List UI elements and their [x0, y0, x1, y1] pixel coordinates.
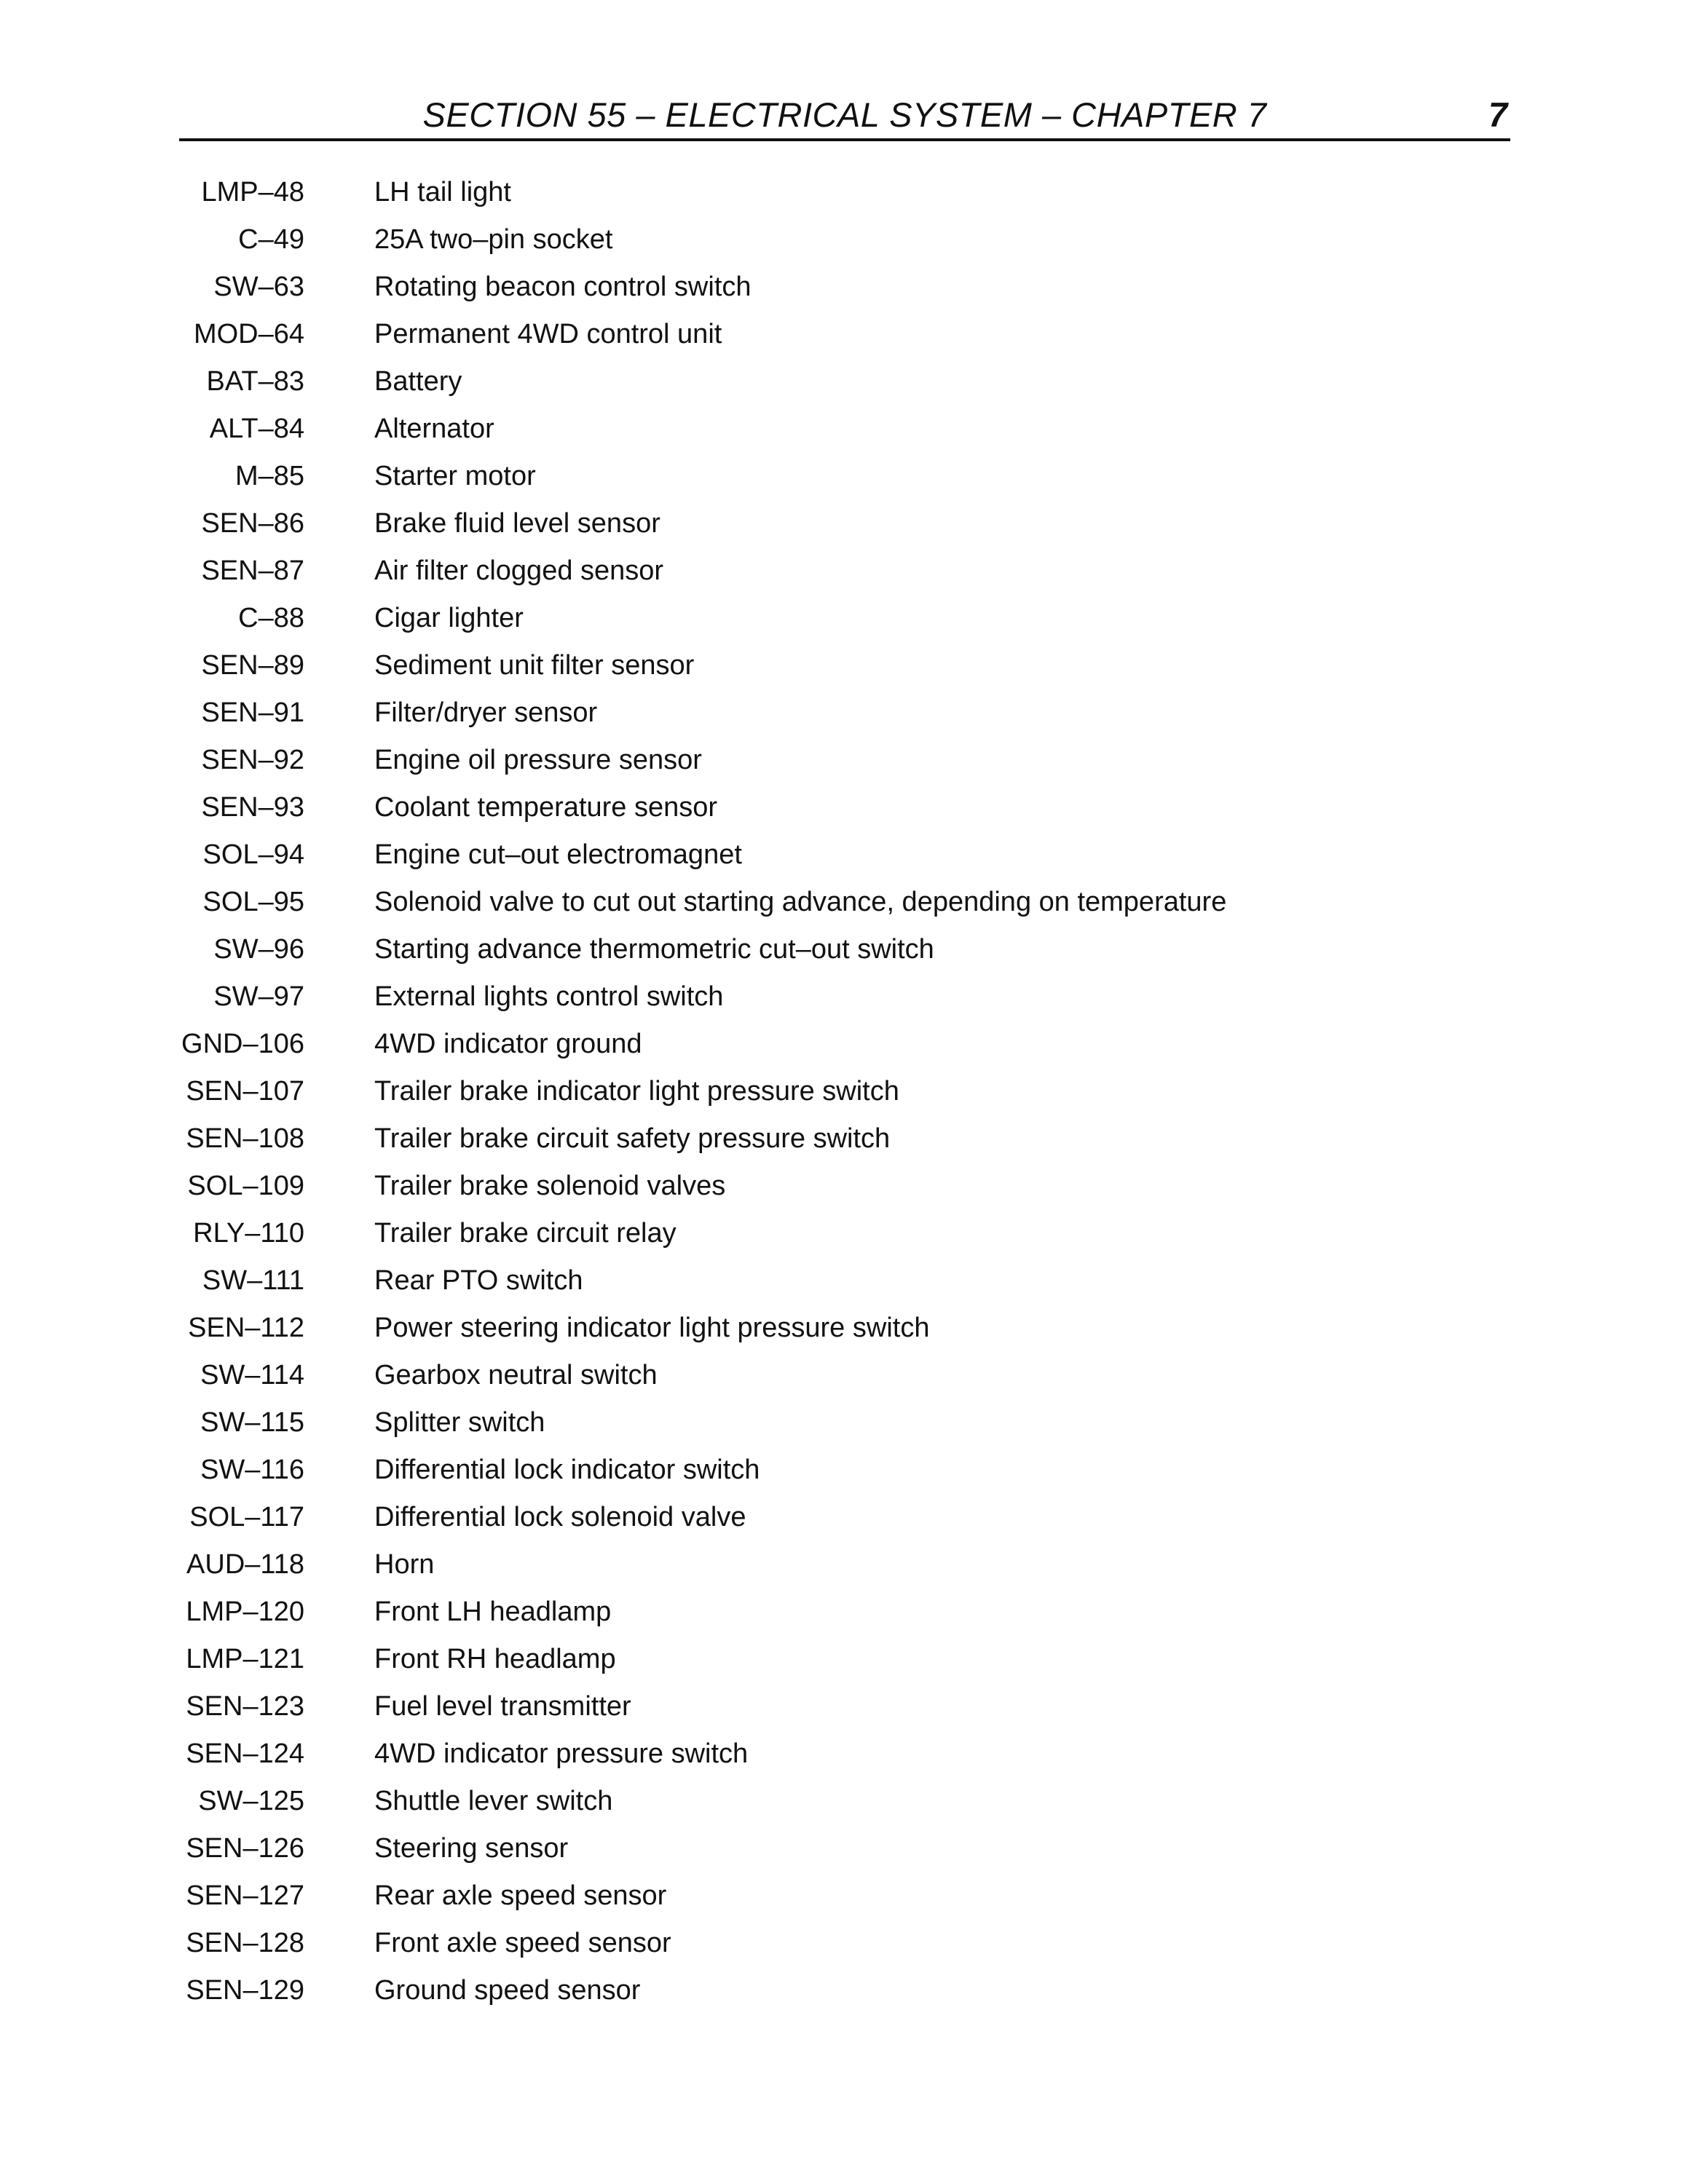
component-code: SW–115 [200, 1407, 304, 1438]
component-description: Power steering indicator light pressure switch [374, 1313, 930, 1343]
list-item [0, 879, 1688, 926]
list-item [0, 595, 1688, 642]
list-item [0, 1541, 1688, 1588]
component-code: SEN–129 [186, 1975, 304, 2006]
list-item [0, 500, 1688, 547]
component-code: SEN–128 [186, 1928, 304, 1958]
component-code: SEN–93 [201, 792, 304, 823]
component-code: SOL–109 [187, 1171, 304, 1201]
component-code: GND–106 [181, 1029, 304, 1059]
list-item [0, 547, 1688, 595]
component-description: Gearbox neutral switch [374, 1360, 658, 1390]
component-code: C–49 [238, 224, 304, 255]
list-item [0, 1352, 1688, 1399]
component-description: Sediment unit filter sensor [374, 650, 695, 681]
component-code: SOL–95 [202, 887, 304, 917]
list-item [0, 169, 1688, 216]
list-item [0, 1115, 1688, 1163]
list-item [0, 453, 1688, 500]
component-description: Engine oil pressure sensor [374, 745, 702, 775]
component-list [0, 169, 1688, 2014]
component-description: Ground speed sensor [374, 1975, 641, 2006]
component-description: Rotating beacon control switch [374, 272, 752, 302]
list-item [0, 1588, 1688, 1636]
component-description: 25A two–pin socket [374, 224, 613, 255]
section-title: SECTION 55 – ELECTRICAL SYSTEM – CHAPTER 7 [422, 95, 1267, 134]
component-description: Coolant temperature sensor [374, 792, 718, 823]
list-item [0, 1920, 1688, 1967]
component-description: Trailer brake circuit safety pressure switch [374, 1123, 891, 1154]
component-code: SEN–86 [201, 508, 304, 539]
component-code: SEN–127 [186, 1880, 304, 1911]
list-item [0, 405, 1688, 453]
component-description: Trailer brake solenoid valves [374, 1171, 726, 1201]
page-number: 7 [1488, 95, 1507, 134]
component-code: LMP–120 [186, 1597, 304, 1627]
component-code: LMP–121 [186, 1644, 304, 1674]
component-code: SW–97 [213, 981, 304, 1012]
component-description: Splitter switch [374, 1407, 545, 1438]
list-item [0, 1021, 1688, 1068]
list-item [0, 1683, 1688, 1730]
list-item [0, 1778, 1688, 1825]
list-item [0, 216, 1688, 264]
component-code: SEN–126 [186, 1833, 304, 1864]
list-item [0, 1163, 1688, 1210]
component-description: Trailer brake circuit relay [374, 1218, 677, 1249]
list-item [0, 311, 1688, 358]
component-code: M–85 [234, 461, 304, 491]
component-description: Fuel level transmitter [374, 1691, 631, 1722]
list-item [0, 1825, 1688, 1872]
component-description: 4WD indicator ground [374, 1029, 642, 1059]
component-description: Differential lock indicator switch [374, 1455, 760, 1485]
list-item [0, 689, 1688, 737]
component-description: Rear PTO switch [374, 1265, 583, 1296]
list-item [0, 926, 1688, 973]
list-item [0, 1872, 1688, 1920]
component-description: Rear axle speed sensor [374, 1880, 667, 1911]
component-description: Brake fluid level sensor [374, 508, 660, 539]
component-code: SW–116 [200, 1455, 304, 1485]
list-item [0, 1399, 1688, 1447]
list-item [0, 1730, 1688, 1778]
component-description: Starting advance thermometric cut–out switch [374, 934, 934, 965]
component-description: 4WD indicator pressure switch [374, 1738, 749, 1769]
component-description: Differential lock solenoid valve [374, 1502, 746, 1532]
component-code: C–88 [238, 603, 304, 633]
component-code: SW–125 [198, 1786, 304, 1816]
list-item [0, 737, 1688, 784]
list-item [0, 1447, 1688, 1494]
component-code: SEN–112 [188, 1313, 304, 1343]
component-code: SEN–108 [186, 1123, 304, 1154]
list-item [0, 358, 1688, 405]
list-item [0, 973, 1688, 1021]
component-code: AUD–118 [186, 1549, 304, 1580]
list-item [0, 1305, 1688, 1352]
component-code: SEN–92 [201, 745, 304, 775]
list-item [0, 1257, 1688, 1305]
component-description: Filter/dryer sensor [374, 697, 598, 728]
component-description: Permanent 4WD control unit [374, 319, 722, 349]
list-item [0, 1967, 1688, 2014]
list-item [0, 1494, 1688, 1541]
component-code: SEN–91 [201, 697, 304, 728]
component-code: SW–111 [202, 1265, 304, 1296]
list-item [0, 1068, 1688, 1115]
component-code: SEN–107 [186, 1076, 304, 1107]
component-description: Battery [374, 366, 462, 397]
component-description: Starter motor [374, 461, 536, 491]
list-item [0, 1636, 1688, 1683]
component-code: SW–63 [213, 272, 304, 302]
list-item [0, 1210, 1688, 1257]
component-code: SEN–89 [201, 650, 304, 681]
component-code: ALT–84 [209, 414, 304, 444]
component-code: LMP–48 [201, 177, 304, 207]
component-code: SEN–123 [186, 1691, 304, 1722]
component-code: SEN–124 [186, 1738, 304, 1769]
component-code: MOD–64 [193, 319, 304, 349]
component-description: Front axle speed sensor [374, 1928, 671, 1958]
component-description: Cigar lighter [374, 603, 524, 633]
list-item [0, 642, 1688, 689]
component-description: Horn [374, 1549, 435, 1580]
page-header [179, 93, 1510, 141]
component-code: SW–96 [213, 934, 304, 965]
component-code: SOL–117 [189, 1502, 304, 1532]
component-description: Alternator [374, 414, 494, 444]
component-code: SW–114 [200, 1360, 304, 1390]
component-description: Air filter clogged sensor [374, 555, 664, 586]
component-code: BAT–83 [206, 366, 304, 397]
component-description: Front RH headlamp [374, 1644, 616, 1674]
component-description: Solenoid valve to cut out starting advance, depending on temperature [374, 887, 1227, 917]
component-description: LH tail light [374, 177, 511, 207]
component-code: SOL–94 [202, 839, 304, 870]
component-description: External lights control switch [374, 981, 724, 1012]
component-description: Steering sensor [374, 1833, 569, 1864]
component-description: Shuttle lever switch [374, 1786, 613, 1816]
component-code: SEN–87 [201, 555, 304, 586]
component-description: Engine cut–out electromagnet [374, 839, 742, 870]
component-description: Front LH headlamp [374, 1597, 612, 1627]
component-code: RLY–110 [193, 1218, 304, 1249]
list-item [0, 264, 1688, 311]
component-description: Trailer brake indicator light pressure switch [374, 1076, 899, 1107]
list-item [0, 784, 1688, 831]
list-item [0, 831, 1688, 879]
